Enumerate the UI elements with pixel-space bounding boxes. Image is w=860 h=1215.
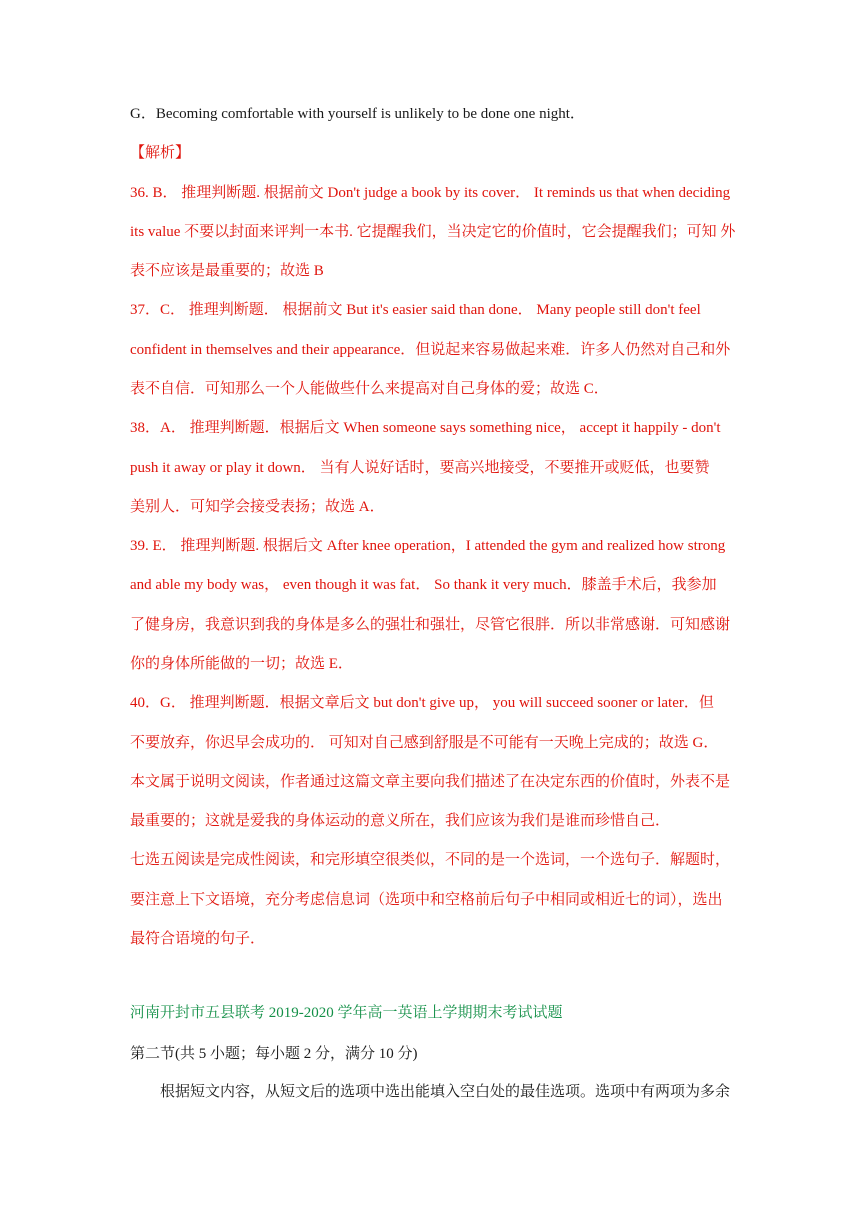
explanation-line: confident in themselves and their appearance．但说起来容易做起来难．许多人仍然对自己和外 bbox=[130, 342, 731, 358]
explanation-line: and able my body was， even though it was fat． So thank it very much．膝盖手术后，我参加 bbox=[130, 577, 717, 593]
analysis-heading: 【解析】 bbox=[130, 145, 191, 161]
explanation-line: 最重要的；这就是爱我的身体运动的意义所在，我们应该为我们是谁而珍惜自己． bbox=[130, 813, 671, 829]
section-heading: 第二节(共 5 小题；每小题 2 分，满分 10 分) bbox=[130, 1046, 418, 1062]
explanation-line: 36. B． 推理判断题. 根据前文 Don't judge a book by its cover． It reminds us that when deciding bbox=[130, 185, 731, 201]
explanation-line: 最符合语境的句子． bbox=[130, 931, 266, 947]
explanation-line: 本文属于说明文阅读，作者通过这篇文章主要向我们描述了在决定东西的价值时，外表不是 bbox=[130, 774, 731, 790]
source-title: 河南开封市五县联考 2019-2020 学年高一英语上学期期末考试试题 bbox=[130, 1005, 563, 1021]
explanation-line: 美别人．可知学会接受表扬；故选 A． bbox=[130, 499, 385, 515]
explanation-line: 了健身房，我意识到我的身体是多么的强壮和强壮，尽管它很胖．所以非常感谢．可知感谢 bbox=[130, 617, 731, 633]
explanation-line: 表不应该是最重要的；故选 B bbox=[130, 263, 324, 279]
explanation-line: 要注意上下文语境，充分考虑信息词（选项中和空格前后句子中相同或相近七的词），选出 bbox=[130, 892, 723, 908]
instruction-text: 根据短文内容，从短文后的选项中选出能填入空白处的最佳选项。选项中有两项为多余 bbox=[160, 1084, 731, 1100]
explanation-line: 表不自信．可知那么一个人能做些什么来提高对自己身体的爱；故选 C． bbox=[130, 381, 609, 397]
explanation-line: 37．C． 推理判断题． 根据前文 But it's easier said than done． Many people still don't feel bbox=[130, 302, 701, 318]
explanation-line: 你的身体所能做的一切；故选 E． bbox=[130, 656, 353, 672]
explanation-line: 七选五阅读是完成性阅读，和完形填空很类似，不同的是一个选词，一个选句子．解题时， bbox=[130, 852, 731, 868]
explanation-line: push it away or play it down． 当有人说好话时，要高兴地接受，不要推开或贬低，也要赞 bbox=[130, 460, 710, 476]
explanation-line: its value 不要以封面来评判一本书. 它提醒我们，当决定它的价值时，它会提醒我们；可知 外 bbox=[130, 224, 736, 240]
option-g: G．Becoming comfortable with yourself is unlikely to be done one night． bbox=[130, 106, 585, 122]
explanation-line: 不要放弃，你迟早会成功的． 可知对自己感到舒服是不可能有一天晚上完成的；故选 G． bbox=[130, 735, 719, 751]
explanation-line: 39. E． 推理判断题. 根据后文 After knee operation，I attended the gym and realized how strong bbox=[130, 538, 726, 554]
explanation-line: 40．G． 推理判断题．根据文章后文 but don't give up， you will succeed sooner or later．但 bbox=[130, 695, 714, 711]
explanation-line: 38．A． 推理判断题．根据后文 When someone says something nice， accept it happily - don't bbox=[130, 420, 721, 436]
